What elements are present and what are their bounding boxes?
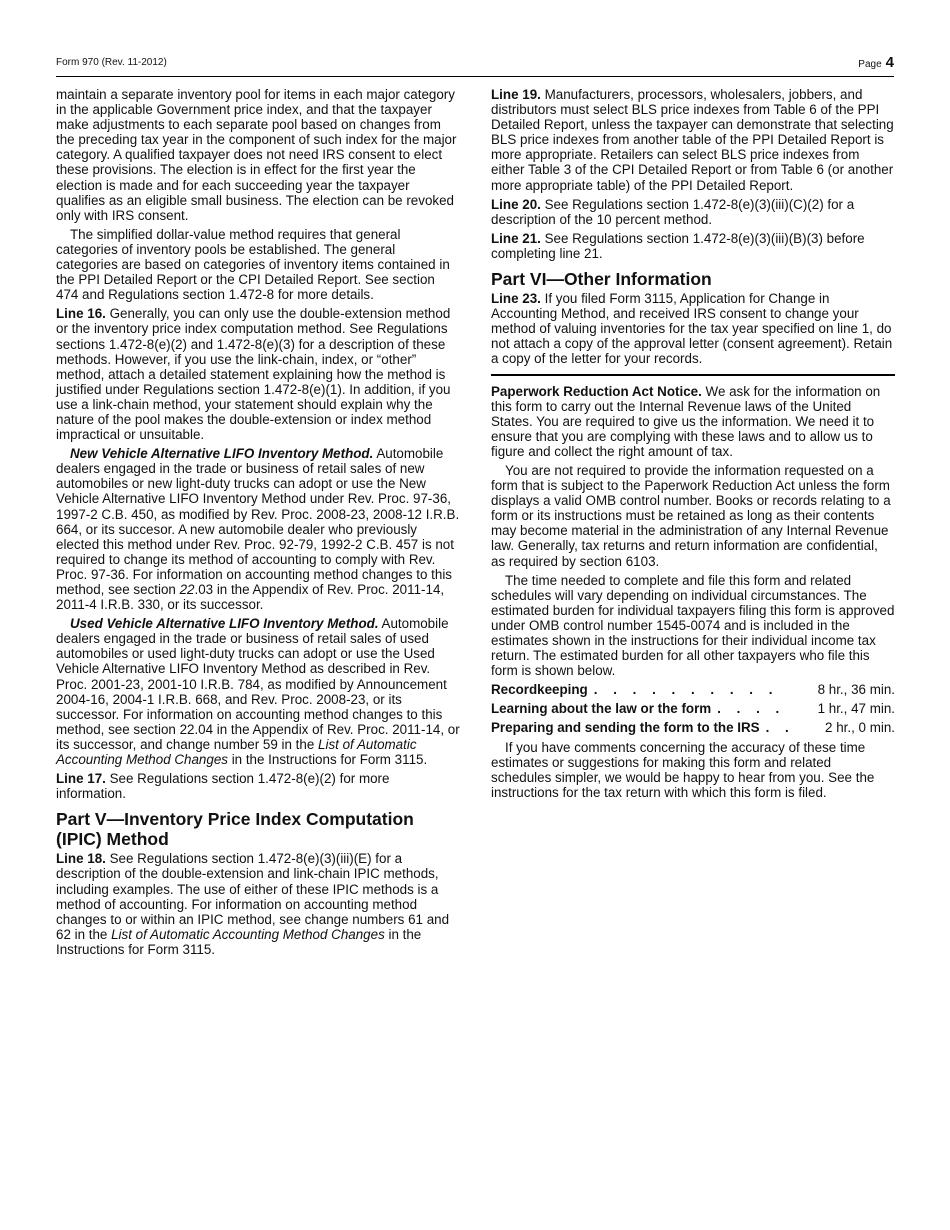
line20-paragraph: Line 20. See Regulations section 1.472-8(e)(3)(iii)(C)(2) for a description of the 10 percent method. xyxy=(491,196,855,227)
burden-label: Preparing and sending the form to the IRS xyxy=(491,720,760,736)
line18-paragraph: Line 18. See Regulations section 1.472-8(e)(3)(iii)(E) for a description of the double-extension and link-chain IPIC methods, including examples. The use of either of these IPIC methods is a method of accounting. For information on accounting method changes to or within an IPIC method, see change numbers 61 and 62 in the List of Automatic Accounting Method Changes in the Instructions for Form 3115. xyxy=(56,851,450,957)
paragraph: maintain a separate inventory pool for items in each major category in the applicable Government price index, and that the taxpayer make adjustments to each separate pool based on changes from the preceding tax year in the component of such index for the major category. A qualified taxpayer does not need IRS consent to elect these provisions. The election is in effect for the first year the election is made and for each succeeding year the taxpayer qualifies as an eligible small business. The election can be revoked only with IRS consent. xyxy=(56,87,457,223)
line23-label: Line 23. xyxy=(491,291,541,307)
new-vehicle-title: New Vehicle Alternative LIFO Inventory Method. xyxy=(70,446,374,462)
line23-paragraph: Line 23. If you filed Form 3115, Application for Change in Accounting Method, and received IRS consent to change your method of valuing inventories for the tax year specified on line 1, do not attach a copy of the approval letter (consent agreement). Retain a copy of the letter for your records. xyxy=(491,291,893,367)
part6-heading: Part VI—Other Information xyxy=(491,269,712,290)
burden-row-preparing xyxy=(491,720,895,735)
pra-label: Paperwork Reduction Act Notice. xyxy=(491,383,702,399)
page-number: 4 xyxy=(885,54,894,71)
line17-label: Line 17. xyxy=(56,771,106,787)
new-vehicle-paragraph: New Vehicle Alternative LIFO Inventory Method. Automobile dealers engaged in the trade or business of retail sales of new automobiles or new light-duty trucks can adopt or use the New Vehicle Alternative LIFO Inventory Method under Rev. Proc. 97-36, 1997-2 C.B. 450, as modified by Rev. Proc. 2008-23, 2008-12 I.R.B. 664, or its succesor. A new automobile dealer who previously elected this method under Rev. Proc. 92-79, 1992-2 C.B. 457 is not required to change its method of accounting to comply with Rev. Proc. 97-36. For information on accounting method changes to this method, see section 22.03 in the Appendix of Rev. Proc. 2011-14, 2011-4 I.R.B. 330, or its successor. xyxy=(56,446,460,613)
page-header xyxy=(56,54,894,77)
paragraph: The simplified dollar-value method requires that general categories of inventory pools be established. The general categories are based on categories of inventory items contained in the PPI Detailed Report or the CPI Detailed Report. See section 474 and Regulations section 1.472-8 for more details. xyxy=(56,226,450,303)
leader-dots: . . xyxy=(765,720,795,736)
burden-label: Recordkeeping xyxy=(491,682,588,698)
page-label: Page xyxy=(858,59,882,70)
used-vehicle-paragraph: Used Vehicle Alternative LIFO Inventory Method. Automobile dealers engaged in the trade or business of retail sales of used automobiles or used light-duty trucks can adopt or use the Used Vehicle Alternative LIFO Inventory Method as described in Rev. Proc. 2001-23, 2001-10 I.R.B. 784, as modified by Announcement 2004-16, 2004-1 I.R.B. 668, and Rev. Proc. 2008-23, or its successor. For information on accounting method changes to this method, see section 22.04 in the Appendix of Rev. Proc. 2011-14, or its successor, and change number 59 in the List of Automatic Accounting Method Changes in the Instructions for Form 3115. xyxy=(56,616,460,768)
line16-text: Generally, you can only use the double-extension method or the inventory price index computation method. See Regulations sections 1.472-8(e)(2) and 1.472-8(e)(3) for a description of these methods. However, if you use the link-chain, index, or “other” method, attach a detailed statement explaining how the method is justified under Regulations section 1.472-8(e)(1). In addition, if you use a link-chain method, your statement should explain why the nature of the pool makes the double-extension or index method impractical or unsuitable. xyxy=(56,306,451,443)
paragraph: The time needed to complete and file this form and related schedules will vary depending on individual circumstances. The estimated burden for individual taxpayers filing this form is approved under OMB control number 1545-0074 and is included in the estimates shown in the instructions for their individual income tax return. The estimated burden for all other taxpayers who file this form is shown below. xyxy=(491,572,895,679)
line19-label: Line 19. xyxy=(491,87,541,102)
paragraph: You are not required to provide the information requested on a form that is subject to the Paperwork Reduction Act unless the form displays a valid OMB control number. Books or records relating to a form or its instructions must be retained as long as their contents may become material in the administration of any Internal Revenue law. Generally, tax returns and return information are confidential, as required by section 6103. xyxy=(491,462,891,569)
line16-paragraph xyxy=(56,306,460,442)
burden-label: Learning about the law or the form xyxy=(491,701,712,717)
line17-paragraph: Line 17. See Regulations section 1.472-8(e)(2) for more information. xyxy=(56,771,390,802)
section-divider xyxy=(491,374,895,376)
page-indicator xyxy=(858,54,894,71)
part5-heading: Part V—Inventory Price Index Computation (IPIC) Method xyxy=(56,809,414,850)
line21-label: Line 21. xyxy=(491,230,541,246)
leader-dots: . . . . xyxy=(717,701,786,717)
left-column xyxy=(56,87,460,961)
line18-label: Line 18. xyxy=(56,851,106,867)
paragraph: If you have comments concerning the accuracy of these time estimates or suggestions for making this form and related schedules simpler, we would be happy to hear from you. See the instructions for the tax return with which this form is filed. xyxy=(491,739,875,800)
line19-paragraph: Line 19. Manufacturers, processors, wholesalers, jobbers, and distributors must select BLS price indexes from Table 6 of the PPI Detailed Report, unless the taxpayer can demonstrate that selecting BLS price indexes from another table of the PPI Detailed Report is more appropriate. Retailers can select BLS price indexes from either Table 3 of the CPI Detailed Report or from Table 6 (or another more appropriate table) of the PPI Detailed Report. xyxy=(491,87,894,193)
pra-paragraph: Paperwork Reduction Act Notice. We ask for the information on this form to carry out the Internal Revenue laws of the United States. You are required to give us the information. We need it to ensure that you are complying with these laws and to allow us to figure and collect the right amount of tax. xyxy=(491,383,881,459)
line20-label: Line 20. xyxy=(491,196,541,212)
burden-value: 2 hr., 0 min. xyxy=(825,720,895,736)
line16-label: Line 16. xyxy=(56,306,106,322)
right-column xyxy=(491,87,895,804)
burden-row-learning xyxy=(491,701,895,716)
used-vehicle-title: Used Vehicle Alternative LIFO Inventory Method. xyxy=(70,616,379,632)
leader-dots: . . . . . . . . . . xyxy=(593,682,779,698)
burden-row-recordkeeping xyxy=(491,682,895,697)
form-id: Form 970 (Rev. 11-2012) xyxy=(56,57,167,68)
burden-value: 8 hr., 36 min. xyxy=(817,682,895,698)
burden-value: 1 hr., 47 min. xyxy=(817,701,895,717)
line21-paragraph: Line 21. See Regulations section 1.472-8(e)(3)(iii)(B)(3) before completing line 21. xyxy=(491,230,865,261)
